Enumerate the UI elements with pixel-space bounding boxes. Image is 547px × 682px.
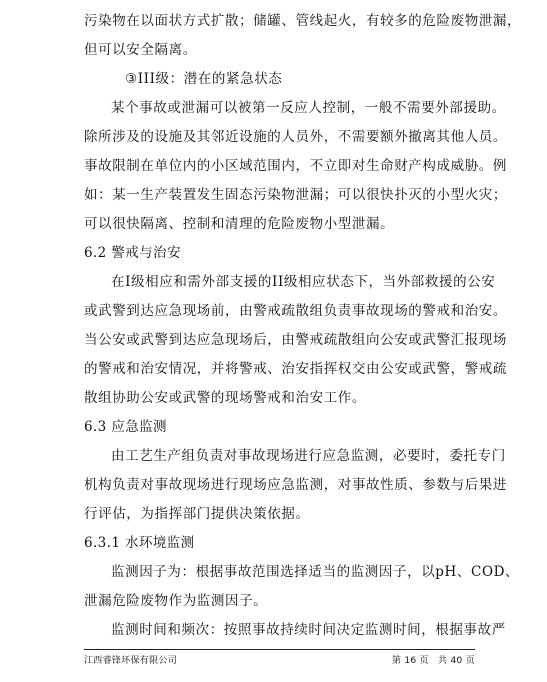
paragraph-line: 可以很快隔离、控制和清理的危险废物小型泄漏。 xyxy=(84,216,395,232)
paragraph-line: 由工艺生产组负责对事故现场进行应急监测，必要时，委托专门 xyxy=(111,448,506,464)
section-heading: 6.3 应急监测 xyxy=(84,419,167,435)
paragraph-line: 行评估，为指挥部门提供决策依据。 xyxy=(84,506,310,522)
paragraph-line: 机构负责对事故现场进行现场应急监测，对事故性质、参数与后果进 xyxy=(84,477,507,493)
paragraph-line: 散组协助公安或武警的现场警戒和治安工作。 xyxy=(84,390,366,406)
current-page: 第 16 页 xyxy=(391,656,429,666)
paragraph-line: 在I级相应和需外部支援的II级相应状态下，当外部救援的公安 xyxy=(111,274,496,290)
paragraph-line: 或武警到达应急现场前，由警戒疏散组负责事故现场的警戒和治安。 xyxy=(84,303,507,319)
total-pages: 共 40 页 xyxy=(438,656,475,666)
subsection-heading: 6.3.1 水环境监测 xyxy=(84,535,195,551)
section-heading: 6.2 警戒与治安 xyxy=(84,245,181,261)
paragraph-line: 如：某一生产装置发生固态污染物泄漏；可以很快扑灭的小型火灾； xyxy=(84,187,507,203)
paragraph-line: 某个事故或泄漏可以被第一反应人控制，一般不需要外部援助。 xyxy=(111,100,506,116)
page-footer xyxy=(84,649,475,672)
paragraph-line: 污染物在以面状方式扩散；储罐、管线起火，有较多的危险废物泄漏， xyxy=(84,13,522,29)
level-heading: ③III级：潜在的紧急状态 xyxy=(125,71,283,87)
page-number xyxy=(386,650,475,672)
paragraph-line: 当公安或武警到达应急现场后，由警戒疏散组向公安或武警汇报现场 xyxy=(84,332,507,348)
paragraph-line: 事故限制在单位内的小区域范围内，不立即对生命财产构成威胁。例 xyxy=(84,158,507,174)
body-text xyxy=(84,7,522,645)
paragraph-line: 监测时间和频次：按照事故持续时间决定监测时间，根据事故严 xyxy=(111,622,506,638)
paragraph-line: 但可以安全隔离。 xyxy=(84,42,197,58)
paragraph-line: 泄漏危险废物作为监测因子。 xyxy=(84,593,268,609)
paragraph-line: 除所涉及的设施及其邻近设施的人员外，不需要额外撤离其他人员。 xyxy=(84,129,507,145)
paragraph-line: 监测因子为：根据事故范围选择适当的监测因子，以pH、COD、 xyxy=(111,564,520,580)
company-name: 江西睿锋环保有限公司 xyxy=(84,656,178,666)
paragraph-line: 的警戒和治安情况，并将警戒、治安指挥权交由公安或武警，警戒疏 xyxy=(84,361,507,377)
